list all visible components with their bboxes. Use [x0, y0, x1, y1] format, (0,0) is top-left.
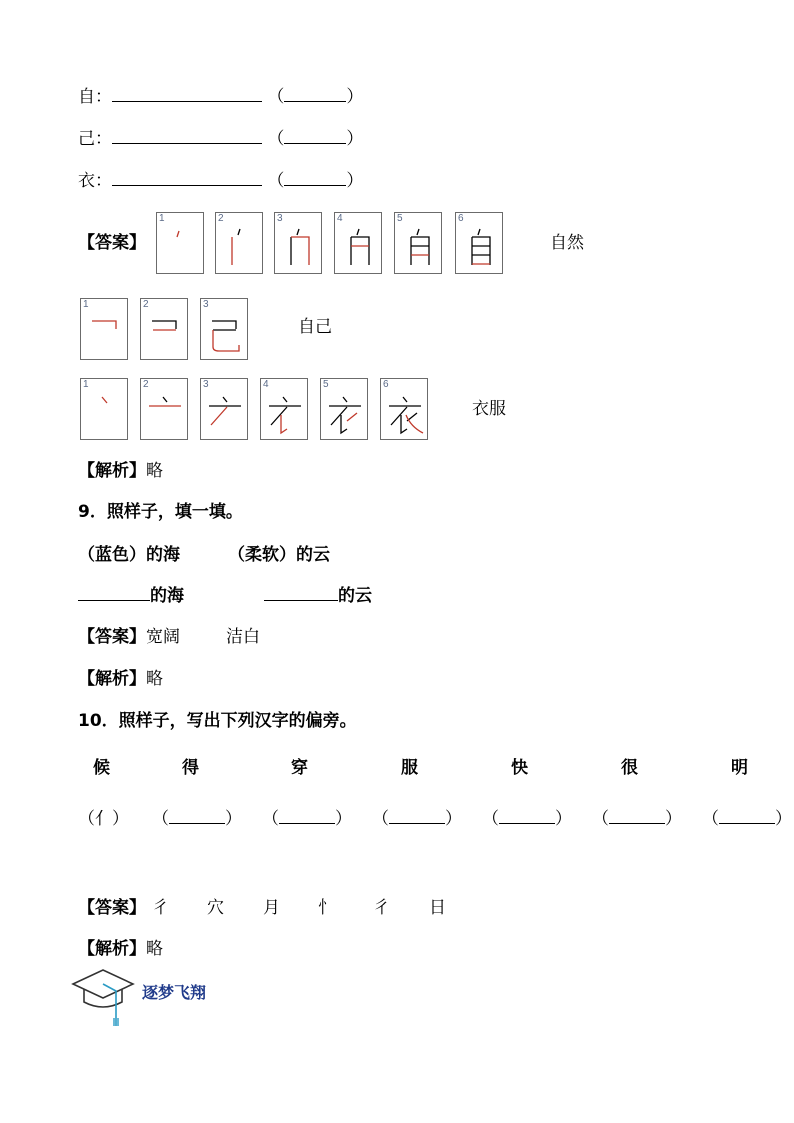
stroke-box: 3 [200, 378, 248, 440]
stroke-diagram [201, 379, 249, 441]
stroke-box: 1 [156, 212, 204, 274]
fill-line-yi: 衣： （ ） [78, 171, 364, 191]
q10-answer: 日 [429, 898, 446, 918]
q9-title: 9．照样子，填一填。 [78, 502, 243, 522]
q10-char: 候 [93, 758, 110, 778]
stroke-diagram [381, 379, 429, 441]
graduation-cap-icon [70, 964, 136, 1030]
q10-char: 很 [621, 758, 638, 778]
stroke-diagram [141, 379, 189, 441]
fill-line-zi: 自： （ ） [78, 87, 364, 107]
pinyin-blank[interactable] [284, 170, 346, 186]
stroke-box: 6 [455, 212, 503, 274]
stroke-diagram [395, 213, 443, 275]
stroke-diagram [275, 213, 323, 275]
logo [70, 964, 136, 1034]
stroke-word: 自己 [298, 317, 332, 337]
q10-char: 快 [511, 758, 528, 778]
q9-answer-2: 洁白 [226, 627, 260, 647]
fill-line-ji: 己： （ ） [78, 129, 364, 149]
q9-blank-line[interactable] [264, 585, 338, 601]
q10-blank[interactable]: （ ） [372, 809, 462, 829]
stroke-diagram [157, 213, 205, 275]
stroke-diagram [456, 213, 504, 275]
stroke-box: 4 [334, 212, 382, 274]
stroke-box: 4 [260, 378, 308, 440]
answer-label: 【答案】 [78, 233, 146, 253]
q10-blank[interactable]: （ ） [592, 809, 682, 829]
stroke-diagram [335, 213, 383, 275]
q10-answer: 彳 [373, 898, 390, 918]
stroke-box: 3 [200, 298, 248, 360]
q10-answer: 忄 [318, 898, 335, 918]
q9-example-1: （蓝色）的海 [78, 545, 180, 565]
word-blank[interactable] [112, 128, 262, 144]
pinyin-blank[interactable] [284, 128, 346, 144]
q9-example-2: （柔软）的云 [228, 545, 330, 565]
q9-answer: 【答案】宽阔 [78, 627, 180, 647]
stroke-diagram [141, 299, 189, 361]
stroke-diagram [201, 299, 249, 361]
stroke-box: 1 [80, 378, 128, 440]
q10-answer: 穴 [207, 898, 224, 918]
fill-char: 自： [78, 87, 112, 107]
q9-blank-1: 的海 [78, 585, 184, 607]
pinyin-blank[interactable] [284, 86, 346, 102]
fill-char: 衣： [78, 171, 112, 191]
stroke-box: 5 [394, 212, 442, 274]
q10-answer: 月 [263, 898, 280, 918]
analysis-1: 【解析】略 [78, 461, 163, 481]
q10-answer-label: 【答案】 [78, 898, 146, 918]
analysis-3: 【解析】略 [78, 939, 163, 959]
stroke-word: 衣服 [472, 399, 506, 419]
q10-char: 得 [182, 758, 199, 778]
stroke-box: 2 [140, 298, 188, 360]
stroke-diagram [216, 213, 264, 275]
stroke-diagram [81, 379, 129, 441]
stroke-box: 2 [215, 212, 263, 274]
stroke-word: 自然 [550, 233, 584, 253]
q10-char: 服 [401, 758, 418, 778]
q10-blank[interactable]: （ ） [152, 809, 242, 829]
stroke-diagram [321, 379, 369, 441]
logo-text: 逐梦飞翔 [142, 983, 207, 1002]
stroke-box: 3 [274, 212, 322, 274]
q10-title: 10．照样子，写出下列汉字的偏旁。 [78, 711, 357, 731]
fill-char: 己： [78, 129, 112, 149]
q10-char: 明 [731, 758, 748, 778]
q10-blank[interactable]: （ ） [262, 809, 352, 829]
stroke-box: 2 [140, 378, 188, 440]
q10-char: 穿 [291, 758, 308, 778]
q10-example: （亻） [78, 809, 129, 829]
q10-blank[interactable]: （ ） [702, 809, 792, 829]
q9-blank-line[interactable] [78, 585, 150, 601]
word-blank[interactable] [112, 86, 262, 102]
stroke-diagram [81, 299, 129, 361]
stroke-diagram [261, 379, 309, 441]
stroke-box: 1 [80, 298, 128, 360]
q10-blank[interactable]: （ ） [482, 809, 572, 829]
q9-blank-2: 的云 [264, 585, 372, 607]
word-blank[interactable] [112, 170, 262, 186]
analysis-2: 【解析】略 [78, 669, 163, 689]
stroke-box: 6 [380, 378, 428, 440]
q10-answer: 彳 [152, 898, 169, 918]
stroke-box: 5 [320, 378, 368, 440]
